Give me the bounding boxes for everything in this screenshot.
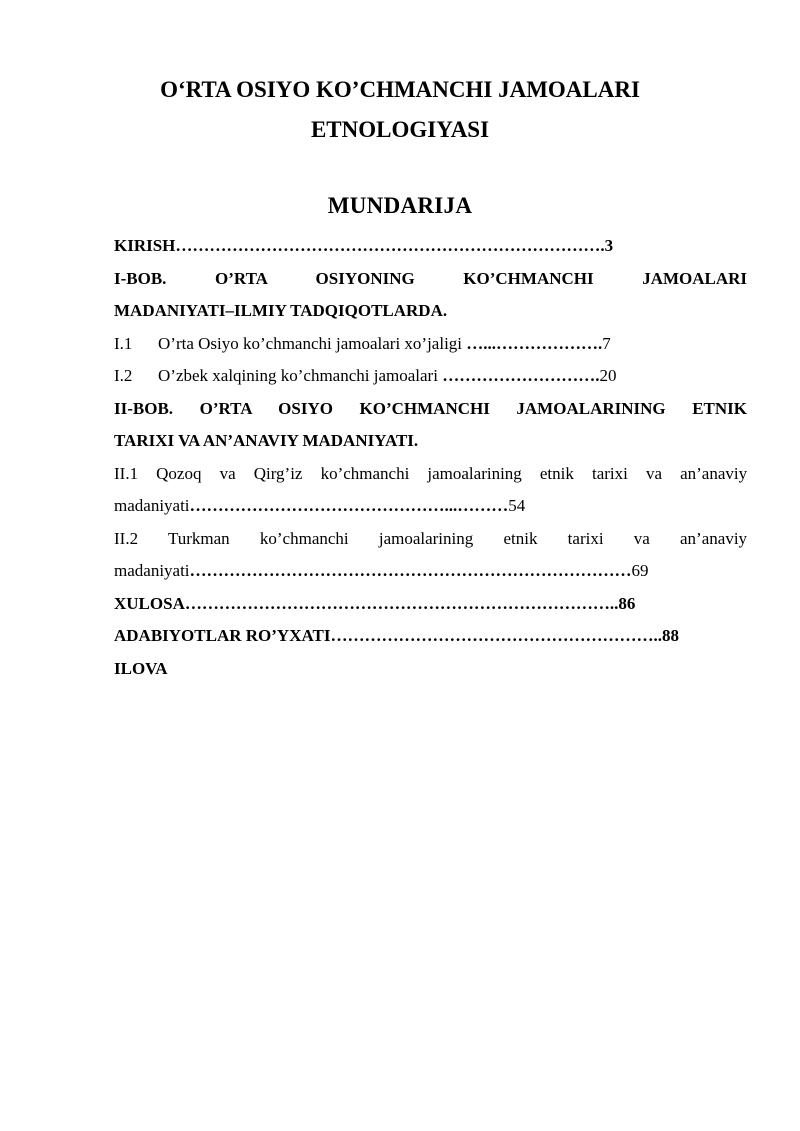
toc-word: jamoalarining: [427, 463, 522, 483]
toc-entry-2-2-line-1: [114, 523, 747, 556]
toc-dots: ………………………………………...………: [189, 496, 509, 515]
toc-chapter-1-line-1: [114, 263, 747, 296]
toc-word: etnik: [539, 463, 574, 483]
toc-dots: …………………………………………………..: [330, 626, 662, 645]
toc-word: Qirg’iz: [253, 463, 303, 483]
toc-word: ko’chmanchi: [320, 463, 410, 483]
toc-label: O’rta Osiyo ko’chmanchi jamoalari xo’jaligi: [158, 333, 467, 353]
toc-label: KIRISH: [114, 236, 176, 255]
toc-label: madaniyati: [114, 496, 190, 515]
toc-label: ILOVA: [114, 658, 168, 678]
toc-label: XULOSA: [114, 593, 185, 613]
table-of-contents: [114, 230, 747, 685]
toc-page-number: 3: [604, 236, 614, 255]
toc-word: an’anaviy: [680, 463, 748, 483]
toc-word: I-BOB.: [114, 268, 167, 288]
toc-page-number: 86: [618, 593, 636, 613]
toc-word: ETNIK: [692, 398, 747, 418]
toc-chapter-2-line-1: [114, 393, 747, 426]
toc-entry-ilova: [114, 653, 747, 686]
toc-word: tarixi: [567, 528, 604, 548]
toc-word: OSIYO: [278, 398, 333, 418]
toc-word: Qozoq: [156, 463, 202, 483]
toc-word: va: [645, 463, 662, 483]
toc-page-number: 69: [631, 561, 649, 580]
toc-entry-1-1: [114, 328, 747, 361]
toc-word: va: [633, 528, 650, 548]
toc-entry-adabiyotlar: [114, 620, 747, 653]
toc-dots: …...……………….: [466, 333, 603, 353]
toc-entry-2-2-line-2: [114, 555, 747, 588]
toc-entry-kirish: [114, 230, 747, 263]
toc-entry-1-2: [114, 360, 747, 393]
toc-page-number: 7: [602, 333, 611, 353]
toc-word: etnik: [503, 528, 538, 548]
toc-section-number: I.2: [114, 366, 133, 385]
toc-label: O’zbek xalqining ko’chmanchi jamoalari: [158, 366, 443, 385]
title-line-2: ETNOLOGIYASI: [310, 117, 490, 142]
toc-word: KO’CHMANCHI: [359, 398, 490, 418]
toc-word: O’RTA: [215, 268, 267, 288]
toc-word: KO’CHMANCHI: [463, 268, 594, 288]
toc-dots: …………………………………………………………………..: [184, 593, 619, 613]
toc-word: jamoalarining: [378, 528, 474, 548]
toc-page-number: 20: [599, 366, 617, 385]
toc-dots: ……………………….: [442, 366, 600, 385]
toc-word: ko’chmanchi: [259, 528, 349, 548]
toc-word: JAMOALARINING: [516, 398, 666, 418]
toc-page-number: 88: [661, 626, 679, 645]
toc-word: an’anaviy: [680, 528, 748, 548]
toc-label: ADABIYOTLAR RO’YXATI: [114, 626, 331, 645]
toc-word: OSIYONING: [315, 268, 415, 288]
title-line-1: O‘RTA OSIYO KO’CHMANCHI JAMOALARI: [160, 77, 640, 102]
toc-dots: ………………………………………………………………….: [175, 236, 605, 255]
toc-word: Turkman: [167, 528, 230, 548]
toc-dots: ……………………………………………………………………: [189, 561, 632, 580]
toc-chapter-1-line-2: MADANIYATI–ILMIY TADQIQOTLARDA.: [114, 301, 448, 320]
toc-entry-xulosa: [114, 588, 747, 621]
document-title: [0, 70, 800, 150]
toc-word: tarixi: [591, 463, 628, 483]
toc-chapter-2-line-2: TARIXI VA AN’ANAVIY MADANIYATI.: [114, 431, 419, 450]
toc-section-number: I.1: [114, 333, 133, 353]
toc-entry-2-1-line-2: [114, 490, 747, 523]
toc-word: II.2: [114, 528, 139, 548]
toc-entry-2-1-line-1: [114, 458, 747, 491]
toc-label: madaniyati: [114, 561, 190, 580]
toc-word: va: [219, 463, 236, 483]
toc-word: JAMOALARI: [642, 268, 748, 288]
toc-word: O’RTA: [199, 398, 252, 418]
toc-word: II-BOB.: [114, 398, 174, 418]
toc-word: II.1: [114, 463, 139, 483]
toc-heading: MUNDARIJA: [327, 193, 473, 218]
toc-page-number: 54: [508, 496, 526, 515]
